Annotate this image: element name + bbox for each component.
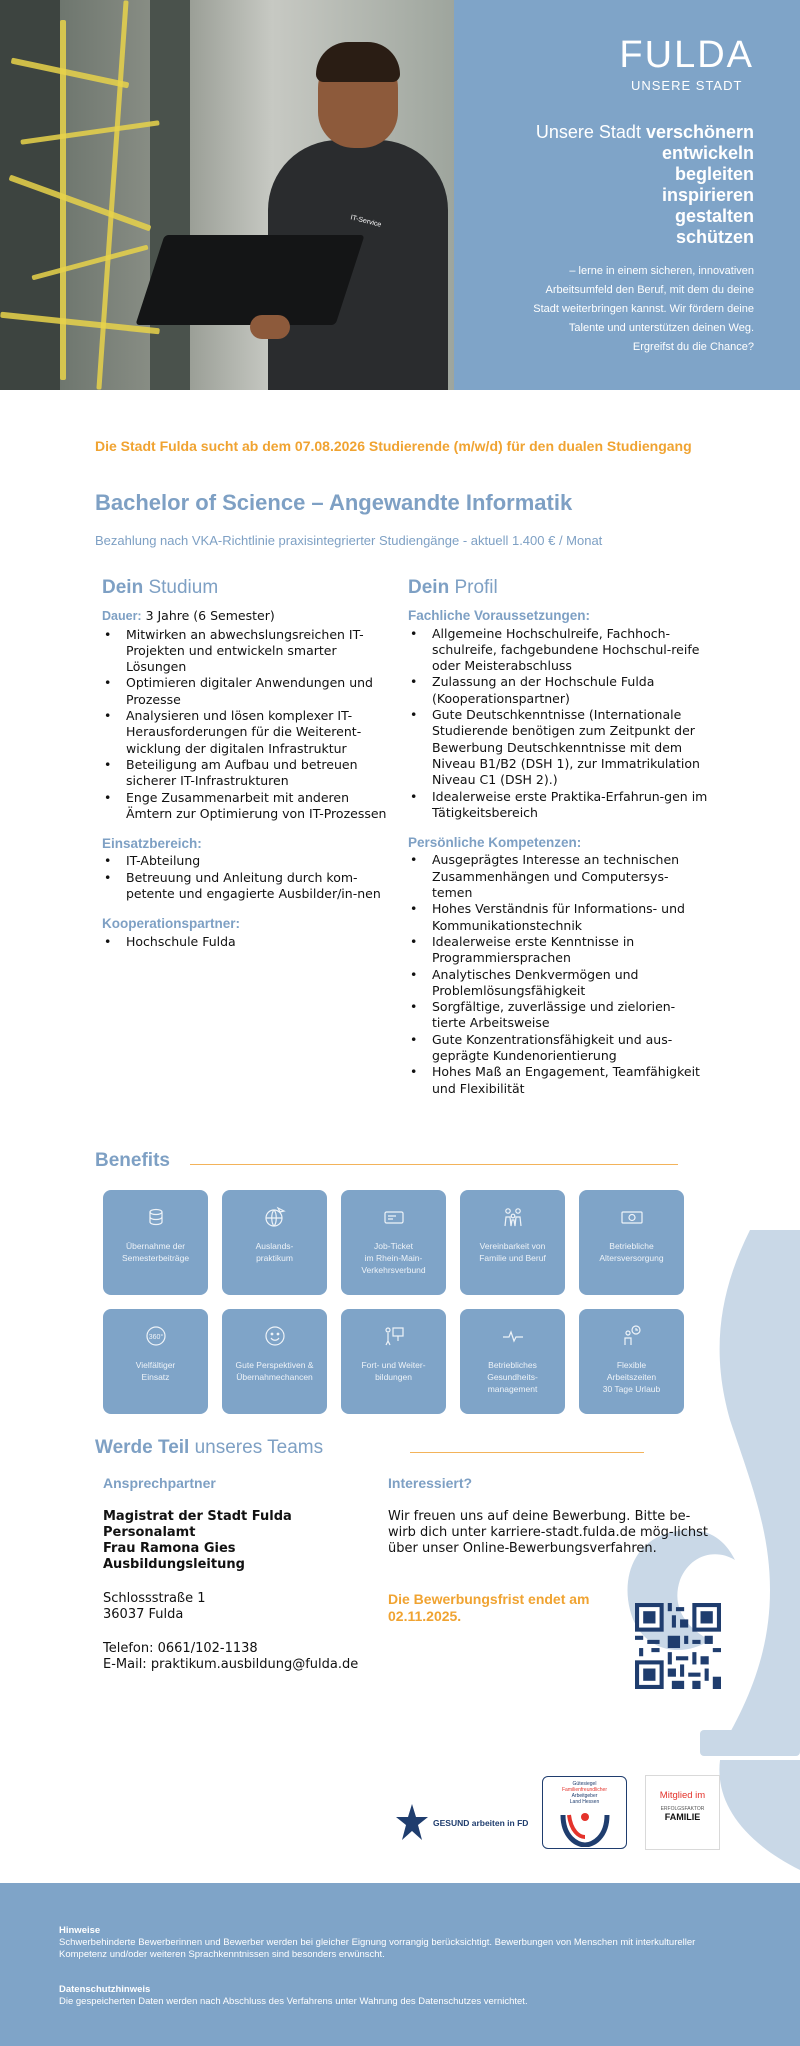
profil-heading: Dein Profil [408, 577, 498, 598]
footer [0, 1883, 800, 2046]
list-item: • Sorgfältige, zuverlässige und zielorien-tierte Arbeitsweise [408, 999, 708, 1032]
tagline-line: Stadt weiterbringen kannst. Wir fördern deine [533, 303, 754, 315]
hinweise-text: Schwerbehinderte Bewerberinnen und Bewerber werden bei gleicher Eignung vorrangig berücksichtigt. Bewerbungen von Menschen mit interkultureller Kompetenz und/oder weiteren Sprachkenntnissen sind besonders erwünscht. [59, 1937, 696, 1960]
pers-list [408, 852, 708, 1096]
gesund-logo: GESUND arbeiten in FD [395, 1800, 530, 1846]
verb-list [536, 122, 754, 248]
datenschutz-label: Datenschutzhinweis [59, 1984, 151, 1995]
contact-org: Magistrat der Stadt Fulda Personalamt Frau Ramona Gies Ausbildungsleitung [103, 1509, 292, 1572]
datenschutz-block [59, 1984, 741, 2008]
smiley-icon [262, 1323, 288, 1349]
benefit-tile [341, 1190, 446, 1295]
list-item: • Gute Deutschkenntnisse (Internationale Studierende benötigen zum Zeitpunkt der Bewerbung Deutschkenntnisse mit dem Niveau B1/B2 (DSH 1), zur Immatrikulation Niveau C1 (DSH 2).) [408, 707, 708, 788]
datenschutz-text: Die gespeicherten Daten werden nach Abschluss des Verfahrens unter Wahrung des Datenschutzes vernichtet. [59, 1996, 528, 2007]
coin-stack-icon [143, 1204, 169, 1230]
list-item: • Beteiligung am Aufbau und betreuen sicherer IT-Infrastrukturen [102, 757, 398, 790]
hinweise-block [59, 1925, 741, 1961]
list-item: • Optimieren digitaler Anwendungen und Prozesse [102, 675, 398, 708]
team-title: Werde Teil unseres Teams [95, 1437, 324, 1458]
jacket-text: IT-Service [349, 214, 382, 229]
contact-label: Ansprechpartner [103, 1475, 216, 1491]
list-item: • IT-Abteilung [102, 853, 398, 869]
guetesiegel-badge: Gütesiegel Familienfreundlicher Arbeitgeber Land Hessen [542, 1776, 627, 1849]
benefit-tile [579, 1309, 684, 1414]
family-arc-icon [555, 1807, 615, 1847]
hero-banner [0, 0, 800, 390]
benefit-label: Betriebliche Altersversorgung [599, 1241, 664, 1263]
benefit-label: Betriebliches Gesundheits- management [487, 1360, 538, 1394]
fach-list [408, 626, 708, 822]
koop-list [102, 934, 398, 950]
verb: entwickeln [661, 143, 754, 163]
benefit-tiles [103, 1190, 683, 1414]
tagline-line: Arbeitsumfeld den Beruf, mit dem du deine [545, 284, 754, 296]
fach-label: Fachliche Voraussetzungen: [408, 608, 591, 624]
studium-heading: Dein Studium [102, 577, 219, 598]
benefit-tile [460, 1309, 565, 1414]
list-item: • Hohes Verständnis für Informations- und Kommunikationstechnik [408, 901, 708, 934]
apply-text: Wir freuen uns auf deine Bewerbung. Bitte be-wirb dich unter karriere-stadt.fulda.de mög-lichst über unser Online-Bewerbungsverfahren. [388, 1509, 709, 1556]
star-figure-icon [395, 1802, 429, 1844]
clock-person-icon [619, 1323, 645, 1349]
task-list [102, 627, 398, 823]
presentation-icon [381, 1323, 407, 1349]
benefit-tile [460, 1190, 565, 1295]
svg-text:360°: 360° [148, 1334, 163, 1341]
benefit-label: Gute Perspektiven & Übernahmechancen [235, 1360, 314, 1382]
list-item: • Hohes Maß an Engagement, Teamfähigkeit und Flexibilität [408, 1064, 708, 1097]
ticket-icon [381, 1204, 407, 1230]
globe-plane-icon [262, 1204, 288, 1230]
verb: begleiten [674, 164, 754, 184]
benefit-label: Übernahme der Semesterbeiträge [121, 1241, 190, 1263]
contact-email: E-Mail: praktikum.ausbildung@fulda.de [103, 1657, 359, 1672]
list-item: • Ausgeprägtes Interesse an technischen Zusammenhängen und Computersys-temen [408, 852, 708, 901]
intro-headline: Die Stadt Fulda sucht ab dem 07.08.2026 Studierende (m/w/d) für den dualen Studiengang [95, 438, 692, 454]
benefits-divider [190, 1164, 678, 1165]
einsatz-label: Einsatzbereich: [102, 836, 202, 852]
hero-photo [0, 0, 454, 390]
list-item: • Analysieren und lösen komplexer IT-Herausforderungen für die Weiterent-wicklung der digitalen Infrastruktur [102, 708, 398, 757]
list-item: • Analytisches Denkvermögen und Problemlösungsfähigkeit [408, 967, 708, 1000]
benefit-tile [103, 1309, 208, 1414]
benefit-tile [341, 1309, 446, 1414]
duration: Dauer: 3 Jahre (6 Semester) [102, 608, 275, 624]
hero-panel [454, 0, 800, 390]
benefit-label: Job-Ticket im Rhein-Main- Verkehrsverbund [361, 1241, 426, 1275]
benefit-label: Vielfältiger Einsatz [135, 1360, 176, 1382]
verb: schützen [675, 227, 754, 247]
erfolgsfaktor-familie-badge: Mitglied im ERFOLGSFAKTOR FAMILIE [645, 1775, 720, 1850]
contact-address: Schlossstraße 1 36037 Fulda [103, 1591, 206, 1622]
heartbeat-icon [500, 1323, 526, 1349]
tagline-line: – lerne in einem sicheren, innovativen [569, 265, 754, 277]
laptop [135, 235, 364, 325]
list-item: • Idealerweise erste Kenntnisse in Programmiersprachen [408, 934, 708, 967]
benefit-tile [103, 1190, 208, 1295]
verb: verschönern [645, 122, 754, 142]
tagline-line: Ergreifst du die Chance? [632, 341, 754, 353]
qr-code [634, 1603, 722, 1689]
family-icon [500, 1204, 526, 1230]
hero-tagline [494, 262, 754, 357]
koop-label: Kooperationspartner: [102, 916, 241, 932]
benefit-label: Fort- und Weiter- bildungen [361, 1360, 426, 1382]
profil-column [408, 577, 708, 1111]
pers-label: Persönliche Kompetenzen: [408, 835, 582, 851]
benefit-tile [222, 1309, 327, 1414]
fulda-logo [619, 36, 754, 93]
hinweise-label: Hinweise [59, 1925, 101, 1936]
list-item: • Gute Konzentrationsfähigkeit und aus-geprägte Kundenorientierung [408, 1032, 708, 1065]
list-item: • Mitwirken an abwechslungsreichen IT-Projekten und entwickeln smarter Lösungen [102, 627, 398, 676]
verb-lead: Unsere Stadt [535, 122, 646, 142]
money-icon [619, 1204, 645, 1230]
benefit-label: Auslands- praktikum [255, 1241, 294, 1263]
team-divider [410, 1452, 644, 1453]
logo-sub: UNSERE STADT [630, 78, 743, 93]
benefit-label: Vereinbarkeit von Familie und Beruf [479, 1241, 546, 1263]
list-item: • Hochschule Fulda [102, 934, 398, 950]
benefit-label: Flexible Arbeitszeiten 30 Tage Urlaub [602, 1360, 661, 1394]
contact-block [103, 1475, 383, 1673]
contact-phone: Telefon: 0661/102-1138 [103, 1641, 258, 1656]
deadline-text: Die Bewerbungsfrist endet am 02.11.2025. [388, 1591, 590, 1624]
list-item: • Zulassung an der Hochschule Fulda (Kooperationspartner) [408, 674, 708, 707]
benefits-title: Benefits [95, 1150, 170, 1171]
benefit-tile [222, 1190, 327, 1295]
360-icon [143, 1323, 169, 1349]
logo-word: FULDA [619, 34, 754, 76]
list-item: • Allgemeine Hochschulreife, Fachhoch-schulreife, fachgebundene Hochschul-reife oder Meisterabschluss [408, 626, 708, 675]
list-item: • Betreuung und Anleitung durch kom-petente und engagierte Ausbilder/in-nen [102, 870, 398, 903]
pay-info: Bezahlung nach VKA-Richtlinie praxisintegrierter Studiengänge - aktuell 1.400 € / Monat [95, 533, 603, 548]
benefit-tile [579, 1190, 684, 1295]
studium-column [102, 577, 398, 964]
apply-label: Interessiert? [388, 1475, 473, 1491]
tagline-line: Talente und unterstützen deinen Weg. [568, 322, 754, 334]
list-item: • Idealerweise erste Praktika-Erfahrun-gen im Tätigkeitsbereich [408, 789, 708, 822]
verb: gestalten [674, 206, 754, 226]
job-title: Bachelor of Science – Angewandte Informatik [95, 490, 573, 515]
list-item: • Enge Zusammenarbeit mit anderen Ämtern zur Optimierung von IT-Prozessen [102, 790, 398, 823]
verb: inspirieren [661, 185, 754, 205]
einsatz-list [102, 853, 398, 902]
